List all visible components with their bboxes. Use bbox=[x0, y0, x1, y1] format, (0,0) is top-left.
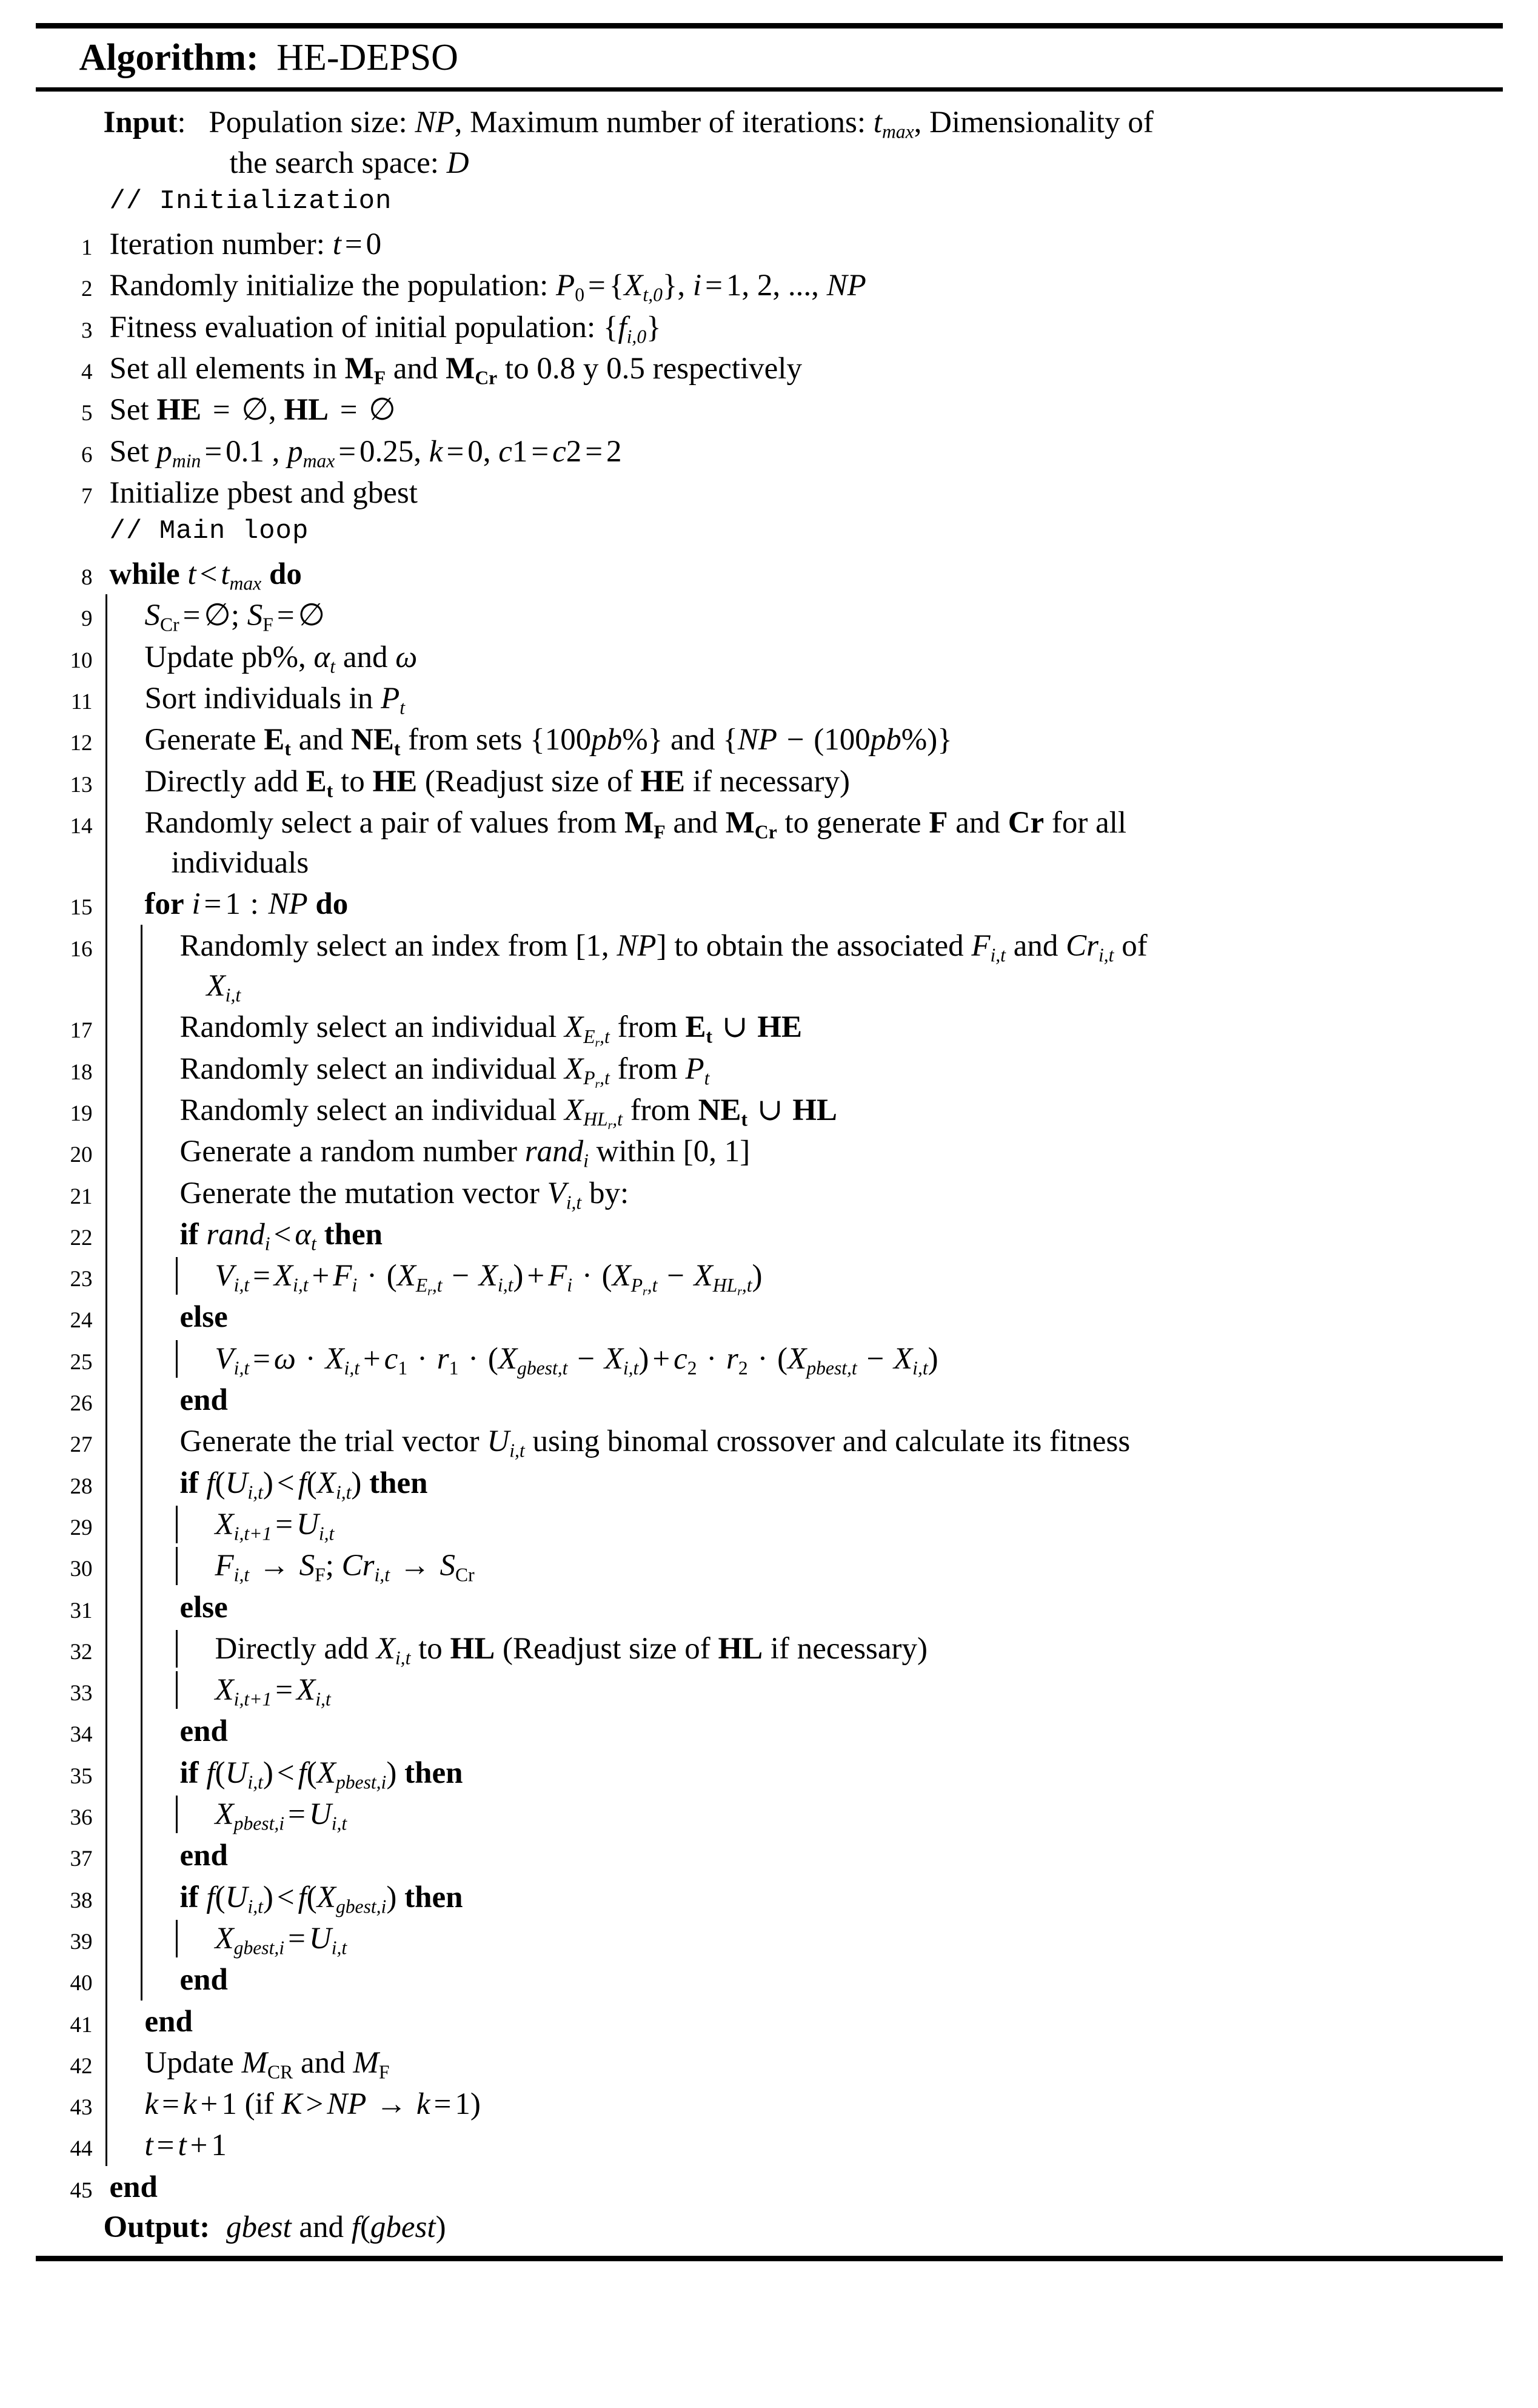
indent-bar-lvl1 bbox=[104, 1959, 139, 2000]
line-number-40: 40 bbox=[70, 1971, 93, 1996]
algorithm-line-10 bbox=[36, 636, 1503, 677]
line-number-19: 19 bbox=[70, 1101, 93, 1126]
indent-bar-lvl2 bbox=[139, 1586, 174, 1628]
line-number-21: 21 bbox=[70, 1184, 93, 1209]
indent-bar-lvl1 bbox=[104, 677, 139, 719]
algorithm-line-33 bbox=[36, 1669, 1503, 1710]
indent-bar-lvl3 bbox=[174, 1544, 209, 1586]
algorithm-line-28 bbox=[36, 1462, 1503, 1503]
output-text: gbest and f(gbest) bbox=[226, 2210, 446, 2244]
indent-bar-lvl1 bbox=[104, 1338, 139, 1379]
indent-bar-lvl3 bbox=[174, 1503, 209, 1544]
algorithm-line-18 bbox=[36, 1048, 1503, 1092]
algorithm-line-22 bbox=[36, 1213, 1503, 1255]
line-number-25: 25 bbox=[70, 1349, 93, 1375]
indent-bar-lvl1 bbox=[104, 1586, 139, 1628]
algorithm-line-4 bbox=[36, 347, 1503, 389]
line-number-18: 18 bbox=[70, 1059, 93, 1085]
line-number-30: 30 bbox=[70, 1557, 93, 1582]
line-number-43: 43 bbox=[70, 2095, 93, 2121]
algorithm-line-32 bbox=[36, 1628, 1503, 1669]
algorithm-line-34 bbox=[36, 1710, 1503, 1751]
indent-bar-lvl2 bbox=[139, 1089, 174, 1130]
indent-bar-lvl2 bbox=[139, 925, 174, 1007]
line-number-39: 39 bbox=[70, 1929, 93, 1954]
indent-bar-lvl2 bbox=[139, 1917, 174, 1959]
line-number-12: 12 bbox=[70, 731, 93, 756]
indent-bar-lvl1 bbox=[104, 802, 139, 884]
algorithm-line-31 bbox=[36, 1586, 1503, 1628]
line-number-4: 4 bbox=[81, 359, 93, 384]
algorithm-line-3 bbox=[36, 306, 1503, 347]
indent-bar-lvl2 bbox=[139, 1669, 174, 1710]
algorithm-line-15 bbox=[36, 883, 1503, 924]
line-number-23: 23 bbox=[70, 1267, 93, 1292]
line-text-42: Update $M_{CR}$ and $M_F$ bbox=[144, 2045, 390, 2083]
algorithm-title bbox=[36, 29, 1503, 87]
line-number-20: 20 bbox=[70, 1142, 93, 1168]
indent-bar-lvl3 bbox=[174, 1628, 209, 1669]
algorithm-line-38 bbox=[36, 1876, 1503, 1917]
indent-bar-lvl2 bbox=[139, 1503, 174, 1544]
indent-bar-lvl2 bbox=[139, 1338, 174, 1379]
algorithm-line-42 bbox=[36, 2042, 1503, 2083]
line-number-8: 8 bbox=[81, 565, 93, 591]
algorithm-line-21 bbox=[36, 1172, 1503, 1213]
line-text-28: if $f(U_{i,t}) < f(X_{i,t})$ then bbox=[179, 1466, 428, 1503]
line-text-32: Directly add $X_{i,t}$ to HL (Readjust size of HL if necessary) bbox=[215, 1631, 928, 1669]
line-number-11: 11 bbox=[70, 689, 93, 714]
indent-bar-lvl2 bbox=[139, 1752, 174, 1793]
indent-bar-lvl1 bbox=[104, 1172, 139, 1213]
algorithm-line-35 bbox=[36, 1752, 1503, 1793]
algorithm-line-20 bbox=[36, 1130, 1503, 1172]
line-number-6: 6 bbox=[81, 442, 93, 468]
indent-bar-lvl1 bbox=[104, 1255, 139, 1296]
algorithm-line-6 bbox=[36, 431, 1503, 472]
indent-bar-lvl1 bbox=[104, 1130, 139, 1172]
indent-bar-lvl1 bbox=[104, 1917, 139, 1959]
line-text-27: Generate the trial vector $U_{i,t}$ using binomal crossover and calculate its fitness bbox=[179, 1424, 1131, 1461]
line-number-13: 13 bbox=[70, 772, 93, 797]
line-text-29: $X_{i,t+1} = U_{i,t}$ bbox=[215, 1507, 335, 1544]
line-text-5: Set HE = ∅, HL = ∅ bbox=[109, 393, 396, 428]
line-text-22: if rand$_i$ < $\alpha_t$ then bbox=[179, 1217, 383, 1255]
comment-initialization-line bbox=[36, 183, 1503, 223]
indent-bar-lvl1 bbox=[104, 1379, 139, 1420]
output-label: Output: bbox=[103, 2210, 210, 2244]
indent-bar-lvl2 bbox=[139, 1710, 174, 1751]
input-label: Input bbox=[103, 106, 178, 140]
indent-bar-lvl1 bbox=[104, 760, 139, 802]
algorithm-line-37 bbox=[36, 1834, 1503, 1876]
indent-bar-lvl2 bbox=[139, 1006, 174, 1047]
line-number-7: 7 bbox=[81, 483, 93, 509]
indent-bar-lvl1 bbox=[104, 1089, 139, 1130]
line-number bbox=[36, 183, 104, 193]
indent-bar-lvl2 bbox=[139, 1544, 174, 1586]
line-text-1: Iteration number: t = 0 bbox=[109, 227, 382, 262]
line-text-24: else bbox=[179, 1300, 228, 1335]
line-text-6: Set $p_{min} = 0.1$ , $p_{max} = 0.25$, k = 0, c1 = c2 = 2 bbox=[109, 434, 622, 471]
line-number-36: 36 bbox=[70, 1805, 93, 1831]
indent-bar-lvl1 bbox=[104, 1006, 139, 1047]
line-number-29: 29 bbox=[70, 1515, 93, 1540]
algorithm-line-45 bbox=[36, 2166, 1503, 2207]
algorithm-title-keyword: Algorithm: bbox=[79, 37, 259, 78]
line-text-23: $V_{i,t} = X_{i,t} + F_i \cdot (X_{E_r,t} - X_{i,t}) + F_i \cdot (X_{P_r,t} - X_{HL_r,t})$ bbox=[215, 1259, 763, 1298]
line-number-38: 38 bbox=[70, 1888, 93, 1913]
indent-bar-lvl2 bbox=[139, 1793, 174, 1834]
algorithm-line-9 bbox=[36, 594, 1503, 636]
indent-bar-lvl1 bbox=[104, 1544, 139, 1586]
indent-bar-lvl2 bbox=[139, 1834, 174, 1876]
line-text-44: t = t + 1 bbox=[144, 2128, 227, 2163]
algorithm-line-39 bbox=[36, 1917, 1503, 1959]
line-text-38: if $f(U_{i,t}) < f(X_{gbest,i})$ then bbox=[179, 1880, 463, 1917]
line-text-39: $X_{gbest,i} = U_{i,t}$ bbox=[215, 1921, 347, 1959]
line-number-9: 9 bbox=[81, 606, 93, 632]
line-text-34: end bbox=[179, 1714, 228, 1749]
line-text-21: Generate the mutation vector $V_{i,t}$ by: bbox=[179, 1176, 629, 1213]
line-number bbox=[36, 513, 104, 523]
indent-bar-lvl3 bbox=[174, 1793, 209, 1834]
algorithm-line-12 bbox=[36, 719, 1503, 760]
line-text-37: end bbox=[179, 1839, 228, 1873]
algorithm-line-24 bbox=[36, 1296, 1503, 1337]
line-text-26: end bbox=[179, 1383, 228, 1418]
indent-bar-lvl2 bbox=[139, 1379, 174, 1420]
line-text-9: $S_{Cr}$ = ∅; $S_F$ = ∅ bbox=[144, 599, 326, 636]
algorithm-line-36 bbox=[36, 1793, 1503, 1834]
indent-bar-lvl1 bbox=[104, 1876, 139, 1917]
algorithm-line-2 bbox=[36, 264, 1503, 306]
line-number-32: 32 bbox=[70, 1639, 93, 1665]
line-text-33: $X_{i,t+1} = X_{i,t}$ bbox=[215, 1673, 331, 1710]
line-number-5: 5 bbox=[81, 401, 93, 426]
algorithm-line-14 bbox=[36, 802, 1503, 884]
indent-bar-lvl1 bbox=[104, 1793, 139, 1834]
algorithm-line-13 bbox=[36, 760, 1503, 802]
indent-bar-lvl1 bbox=[104, 594, 139, 636]
line-number-15: 15 bbox=[70, 895, 93, 921]
indent-bar-lvl1 bbox=[104, 719, 139, 760]
line-text-17: Randomly select an individual $X_{E_r,t}$ from $E_t$ ∪ HE bbox=[179, 1010, 802, 1050]
input-text-second: the search space: D bbox=[229, 146, 469, 180]
header-rule bbox=[36, 87, 1503, 92]
indent-bar-lvl2 bbox=[139, 1876, 174, 1917]
indent-bar-lvl1 bbox=[104, 636, 139, 677]
indent-bar-lvl1 bbox=[104, 1048, 139, 1089]
output-line bbox=[36, 2207, 1503, 2247]
comment-main-loop-line bbox=[36, 513, 1503, 553]
algorithm-title-name: HE-DEPSO bbox=[276, 37, 458, 78]
line-number-35: 35 bbox=[70, 1763, 93, 1789]
line-number-1: 1 bbox=[81, 235, 93, 261]
algorithm-line-1 bbox=[36, 223, 1503, 264]
comment-main-loop: // Main loop bbox=[109, 516, 309, 547]
line-text-41: end bbox=[144, 2004, 193, 2039]
input-colon: : bbox=[177, 106, 186, 140]
line-text-18: Randomly select an individual $X_{P_r,t}$ from $P_t$ bbox=[179, 1051, 710, 1092]
indent-bar-lvl2 bbox=[139, 1462, 174, 1503]
line-number-34: 34 bbox=[70, 1722, 93, 1748]
indent-bar-lvl1 bbox=[104, 2001, 139, 2042]
line-text-12: Generate $E_t$ and $NE_t$ from sets {100pb%} and {NP − (100pb%)} bbox=[144, 723, 952, 760]
line-number-3: 3 bbox=[81, 318, 93, 343]
indent-bar-lvl2 bbox=[139, 1959, 174, 2000]
line-text-36: $X_{pbest,i} = U_{i,t}$ bbox=[215, 1797, 347, 1834]
indent-bar-lvl3 bbox=[174, 1917, 209, 1959]
indent-bar-lvl1 bbox=[104, 1669, 139, 1710]
line-number-42: 42 bbox=[70, 2053, 93, 2079]
line-text-35: if $f(U_{i,t}) < f(X_{pbest,i})$ then bbox=[179, 1756, 463, 1793]
indent-bar-lvl2 bbox=[139, 1130, 174, 1172]
algorithm-line-11 bbox=[36, 677, 1503, 719]
line-text-19: Randomly select an individual $X_{HL_r,t}$ from $NE_t$ ∪ HL bbox=[179, 1093, 837, 1133]
indent-bar-lvl1 bbox=[104, 2083, 139, 2124]
algorithm-line-41 bbox=[36, 2001, 1503, 2042]
top-rule bbox=[36, 23, 1503, 29]
line-number-24: 24 bbox=[70, 1308, 93, 1333]
input-line-continued bbox=[36, 143, 1503, 183]
algorithm-line-40 bbox=[36, 1959, 1503, 2000]
indent-bar-lvl2 bbox=[139, 1255, 174, 1296]
indent-bar-lvl1 bbox=[104, 1752, 139, 1793]
indent-bar-lvl2 bbox=[139, 1213, 174, 1255]
input-text: Population size: NP, Maximum number of iterations: $t_{max}$, Dimensionality of bbox=[209, 106, 1154, 143]
indent-bar-lvl3 bbox=[174, 1338, 209, 1379]
indent-bar-lvl3 bbox=[174, 1255, 209, 1296]
indent-bar-lvl1 bbox=[104, 2042, 139, 2083]
algorithm-line-8 bbox=[36, 553, 1503, 594]
indent-bar-lvl2 bbox=[139, 1296, 174, 1337]
algorithm-line-25 bbox=[36, 1338, 1503, 1379]
indent-bar-lvl1 bbox=[104, 1503, 139, 1544]
indent-bar-lvl1 bbox=[104, 1710, 139, 1751]
line-text-3: Fitness evaluation of initial population: $\{f_{i,0}\}$ bbox=[109, 310, 661, 347]
line-number-22: 22 bbox=[70, 1225, 93, 1250]
algorithm-line-19 bbox=[36, 1089, 1503, 1133]
line-text-40: end bbox=[179, 1963, 228, 1997]
algorithm-line-27 bbox=[36, 1420, 1503, 1461]
indent-bar-lvl1 bbox=[104, 1462, 139, 1503]
line-text-14: Randomly select a pair of values from $M_F$ and $M_{Cr}$ to generate F and Cr for all individuals bbox=[144, 805, 1127, 880]
line-text-45: end bbox=[109, 2170, 158, 2204]
line-text-43: k = k + 1 (if K > NP → k = 1) bbox=[144, 2087, 481, 2122]
indent-bar-lvl2 bbox=[139, 1048, 174, 1089]
comment-initialization: // Initialization bbox=[109, 186, 392, 217]
line-text-31: else bbox=[179, 1590, 228, 1625]
indent-bar-lvl2 bbox=[139, 1628, 174, 1669]
algorithm-line-17 bbox=[36, 1006, 1503, 1050]
line-number-14: 14 bbox=[70, 813, 93, 839]
indent-bar-lvl2 bbox=[139, 1420, 174, 1461]
algorithm-line-7 bbox=[36, 472, 1503, 513]
algorithm-body bbox=[36, 92, 1503, 2256]
line-number-27: 27 bbox=[70, 1432, 93, 1458]
line-text-7: Initialize pbest and gbest bbox=[109, 475, 418, 510]
algorithm-line-5 bbox=[36, 389, 1503, 430]
line-text-11: Sort individuals in $P_t$ bbox=[144, 682, 406, 719]
bottom-rule bbox=[36, 2256, 1503, 2261]
indent-bar-lvl1 bbox=[104, 2124, 139, 2165]
line-number-33: 33 bbox=[70, 1681, 93, 1706]
line-text-2: Randomly initialize the population: $P_0 = \{X_{t,0}\}$, i = 1, 2, ..., NP bbox=[109, 269, 866, 306]
line-text-8: while $t < t_{max}$ do bbox=[109, 557, 302, 594]
algorithm-block bbox=[36, 23, 1503, 2261]
input-line bbox=[36, 102, 1503, 143]
algorithm-line-16 bbox=[36, 925, 1503, 1007]
line-number-45: 45 bbox=[70, 2178, 93, 2203]
indent-bar-lvl1 bbox=[104, 883, 139, 924]
line-number-37: 37 bbox=[70, 1846, 93, 1872]
line-number-31: 31 bbox=[70, 1598, 93, 1623]
indent-bar-lvl1 bbox=[104, 1213, 139, 1255]
indent-bar-lvl3 bbox=[174, 1669, 209, 1710]
algorithm-line-44 bbox=[36, 2124, 1503, 2165]
indent-bar-lvl1 bbox=[104, 1420, 139, 1461]
line-text-20: Generate a random number rand$_i$ within [0, 1] bbox=[179, 1135, 751, 1172]
indent-bar-lvl1 bbox=[104, 1628, 139, 1669]
indent-bar-lvl2 bbox=[139, 1172, 174, 1213]
line-text-13: Directly add $E_t$ to HE (Readjust size of HE if necessary) bbox=[144, 764, 850, 802]
line-number-16: 16 bbox=[70, 936, 93, 962]
line-number-41: 41 bbox=[70, 2012, 93, 2037]
indent-bar-lvl1 bbox=[104, 1834, 139, 1876]
algorithm-line-30 bbox=[36, 1544, 1503, 1586]
line-text-30: $F_{i,t} \to S_F$; $Cr_{i,t} \to S_{Cr}$ bbox=[215, 1549, 475, 1586]
algorithm-line-23 bbox=[36, 1255, 1503, 1296]
indent-bar-lvl1 bbox=[104, 1296, 139, 1337]
line-text-15: for i = 1 : NP do bbox=[144, 887, 349, 922]
algorithm-line-29 bbox=[36, 1503, 1503, 1544]
line-number-28: 28 bbox=[70, 1474, 93, 1499]
line-text-16: Randomly select an index from [1, NP] to obtain the associated $F_{i,t}$ and $Cr_{i,t}$ of $X_{i,t}$ bbox=[179, 928, 1148, 1006]
line-number-26: 26 bbox=[70, 1391, 93, 1417]
line-number-17: 17 bbox=[70, 1018, 93, 1044]
line-number-2: 2 bbox=[81, 277, 93, 302]
indent-bar-lvl1 bbox=[104, 925, 139, 1007]
line-text-25: $V_{i,t} = \omega \cdot X_{i,t} + c_1 \cdot r_1 \cdot (X_{gbest,t} - X_{i,t}) + c_2 \cdot r_2 \cdot (X_{pbest,t} - X_{i,t})$ bbox=[215, 1341, 938, 1379]
line-text-4: Set all elements in $M_F$ and $M_{Cr}$ to 0.8 y 0.5 respectively bbox=[109, 351, 802, 389]
algorithm-line-26 bbox=[36, 1379, 1503, 1420]
line-text-10: Update pb%, $\alpha_t$ and ω bbox=[144, 640, 418, 677]
algorithm-line-43 bbox=[36, 2083, 1503, 2124]
line-number-10: 10 bbox=[70, 648, 93, 673]
line-number-44: 44 bbox=[70, 2136, 93, 2162]
